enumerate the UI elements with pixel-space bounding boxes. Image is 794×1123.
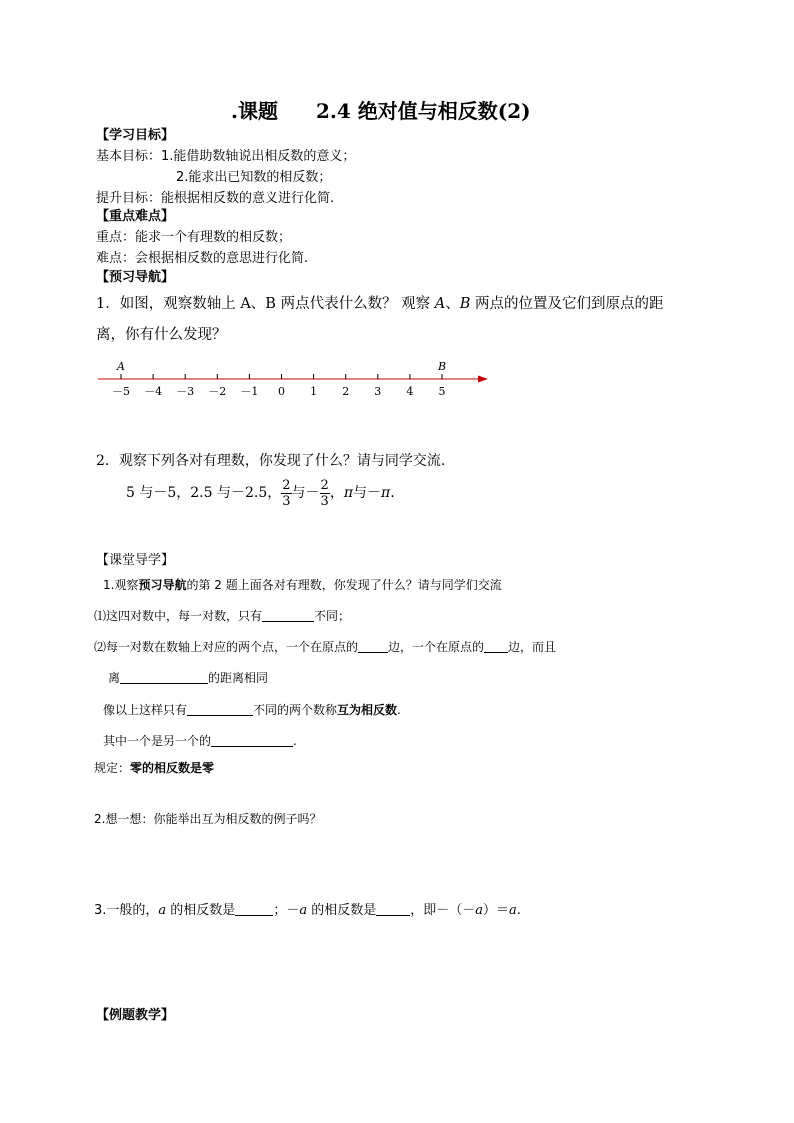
classroom-one-is-other — [103, 732, 297, 749]
classroom-heading: 【课堂导学】 — [96, 553, 175, 568]
item3-text-d: 的相反数是 — [307, 903, 377, 918]
item1-bold: 预习导航 — [138, 578, 187, 592]
key-point: 重点：能求一个有理数的相反数； — [96, 230, 292, 245]
number-line-tick-label: －4 — [144, 385, 163, 398]
item3-var-a-3: a — [475, 903, 484, 918]
page-title — [231, 95, 531, 124]
number-line-tick-label: 1 — [310, 385, 318, 398]
fraction-numerator: 2 — [282, 477, 291, 493]
classroom-item3 — [94, 899, 521, 918]
part1-text-a: ⑴这四对数中，每一对数，只有 — [94, 609, 263, 623]
goals-heading: 【学习目标】 — [96, 128, 175, 143]
preview-q1-line1 — [96, 292, 664, 313]
item3-text-b: 的相反数是 — [166, 903, 236, 918]
part2-text-e: 的距离相同 — [208, 671, 269, 685]
definition-blank[interactable] — [187, 702, 253, 716]
classroom-rule — [94, 759, 214, 776]
q1-text-a: 1．如图，观察数轴上 A、B 两点代表什么数？ 观察 — [96, 296, 435, 312]
preview-q2: 2．观察下列各对有理数，你发现了什么？请与同学交流. — [96, 453, 446, 469]
q2-end: . — [390, 485, 395, 501]
classroom-part2 — [94, 638, 556, 655]
item3-var-a-2: a — [299, 903, 308, 918]
classroom-part2-cont — [108, 669, 268, 686]
q2-pi: π — [343, 485, 354, 501]
part2-text-b: 边，一个在原点的 — [388, 640, 485, 654]
q2-comma: ， — [329, 485, 344, 501]
item1-text-a: 1.观察 — [103, 578, 139, 592]
part1-text-b: 不同； — [314, 609, 351, 623]
title-prefix: .课题 — [231, 99, 278, 123]
part2-text-d: 离 — [108, 671, 121, 685]
item3-blank-2[interactable] — [376, 902, 410, 916]
number-line-point-a: A — [117, 360, 125, 373]
classroom-definition — [103, 701, 401, 718]
part2-blank-3[interactable] — [120, 670, 208, 684]
number-line-arrow — [478, 376, 488, 383]
goal-basic-1-text: 1.能借助数轴说出相反数的意义； — [161, 149, 356, 164]
number-line-tick-label: 4 — [406, 385, 414, 398]
goal-basic-1 — [96, 145, 355, 164]
number-line-tick-label: －5 — [112, 385, 130, 398]
number-line-tick-label: －1 — [240, 385, 259, 398]
rule-bold: 零的相反数是零 — [130, 761, 215, 775]
number-line-point-b: B — [437, 360, 447, 373]
q2-with: 与－ — [291, 485, 320, 501]
fraction-numerator-2: 2 — [320, 477, 329, 493]
number-line — [90, 355, 500, 403]
rule-label: 规定： — [94, 761, 131, 775]
number-line-tick-label: 2 — [342, 385, 350, 398]
q2-pi-with: 与－ — [353, 485, 382, 501]
definition-text-b: 不同的两个数称 — [253, 703, 338, 717]
q2-pairs-text: 5 与－5，2.5 与－2.5， — [126, 485, 282, 501]
fraction-two-thirds — [281, 478, 291, 509]
item3-text-e: ，即－（－ — [410, 903, 476, 918]
part2-text-a: ⑵每一对数在数轴上对应的两个点，一个在原点的 — [94, 640, 359, 654]
item3-text-a: 3.一般的， — [94, 903, 159, 918]
item1-text-b: 的第 2 题上面各对有理数，你发现了什么？请与同学们交流 — [186, 578, 502, 592]
definition-text-a: 像以上这样只有 — [103, 703, 188, 717]
q1-sep: 、 — [445, 296, 460, 312]
number-line-tick-label: 5 — [438, 385, 446, 398]
classroom-item1 — [103, 576, 502, 593]
q1-text-b: 两点的位置及它们到原点的距 — [470, 296, 664, 312]
goal-advanced: 提升目标：能根据相反数的意义进行化简. — [96, 191, 335, 206]
item3-text-g: . — [516, 903, 521, 918]
preview-heading: 【预习导航】 — [96, 270, 175, 285]
item3-text-f: ）＝ — [483, 903, 510, 918]
item3-var-a-4: a — [509, 903, 517, 918]
part2-blank-1[interactable] — [358, 639, 388, 653]
number-line-tick-label: －2 — [208, 385, 227, 398]
preview-q2-pairs — [126, 476, 395, 510]
item3-blank-1[interactable] — [235, 902, 273, 916]
q1-point-a: A — [434, 296, 446, 312]
goal-basic-2: 2.能求出已知数的相反数； — [176, 170, 332, 185]
preview-q1-line2: 离，你有什么发现？ — [96, 327, 227, 343]
part2-blank-2[interactable] — [484, 639, 508, 653]
number-line-tick-label: 3 — [374, 385, 382, 398]
number-line-tick-label: 0 — [278, 385, 285, 398]
one-text-b: . — [293, 734, 297, 748]
one-blank[interactable] — [211, 733, 293, 747]
number-line-tick-label: －3 — [176, 385, 195, 398]
classroom-item2: 2.想一想：你能举出互为相反数的例子吗？ — [94, 812, 322, 826]
goal-basic-label: 基本目标： — [96, 149, 162, 164]
part1-blank[interactable] — [262, 608, 314, 622]
fraction-neg-two-thirds — [320, 478, 330, 509]
item3-var-a-1: a — [158, 903, 167, 918]
difficulty-point: 难点：会根据相反数的意思进行化简. — [96, 251, 309, 266]
definition-bold: 互为相反数 — [337, 703, 398, 717]
q2-neg-pi: π — [381, 485, 391, 501]
title-text: 2.4 绝对值与相反数(2) — [315, 99, 531, 123]
item3-text-c: ；－ — [273, 903, 300, 918]
classroom-part1 — [94, 607, 350, 624]
fraction-denominator: 3 — [282, 493, 291, 509]
part2-text-c: 边，而且 — [508, 640, 557, 654]
key-points-heading: 【重点难点】 — [96, 209, 175, 224]
one-text-a: 其中一个是另一个的 — [103, 734, 212, 748]
definition-text-c: . — [397, 703, 401, 717]
q1-point-b: B — [459, 296, 471, 312]
fraction-denominator-2: 3 — [320, 493, 329, 509]
examples-heading: 【例题教学】 — [96, 1008, 175, 1023]
